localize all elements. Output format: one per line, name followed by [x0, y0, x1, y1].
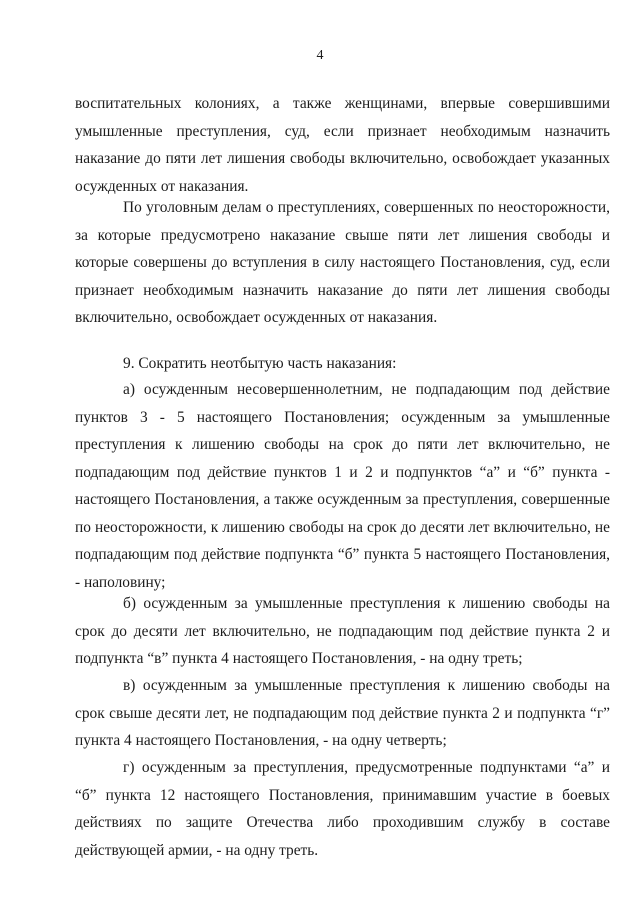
subclause-v: в) осужденным за умышленные преступления к лишению свободы на срок свыше десяти лет, не подпадающим под действие пункта 2 и подпункта “г” пункта 4 настоящего Постановления, - на одну четверть;	[75, 677, 610, 749]
subclause-b: б) осужденным за умышленные преступления к лишению свободы на срок до десяти лет включительно, не подпадающим под действие пункта 2 и подпункта “в” пункта 4 настоящего Постановления, - на одну треть;	[75, 595, 610, 667]
clause-9-heading: 9. Сократить неотбытую часть наказания:	[123, 355, 397, 372]
subclause-a: а) осужденным несовершеннолетним, не подпадающим под действие пунктов 3 - 5 настоящего Постановления; осужденным за умышленные преступления к лишению свободы на срок до пяти лет включительно, не подпадающим под действие пунктов 1 и 2 и подпунктов “а” и “б” пункта - настоящего Постановления, а также осужденным за преступления, совершенные по неосторожности, к лишению свободы на срок до десяти лет включительно, не подпадающим под действие подпункта “б” пункта 5 настоящего Постановления, - наполовину;	[75, 381, 610, 591]
subclause-g: г) осужденным за преступления, предусмотренные подпунктами “а” и “б” пункта 12 настоящего Постановления, принимавшим участие в боевых действиях по защите Отечества либо проходившим службу в составе действующей армии, - на одну треть.	[75, 759, 610, 859]
page-number: 4	[316, 48, 324, 63]
paragraph-continuation: воспитательных колониях, а также женщинами, впервые совершившими умышленные преступления, суд, если признает необходимым назначить наказание до пяти лет лишения свободы включительно, освобождает указанных осужденных от наказания.	[75, 95, 610, 195]
paragraph-negligence: По уголовным делам о преступлениях, совершенных по неосторожности, за которые предусмотрено наказание свыше пяти лет лишения свободы и которые совершены до вступления в силу настоящего Постановления, суд, если признает необходимым назначить наказание до пяти лет лишения свободы включительно, освобождает осужденных от наказания.	[75, 199, 610, 326]
